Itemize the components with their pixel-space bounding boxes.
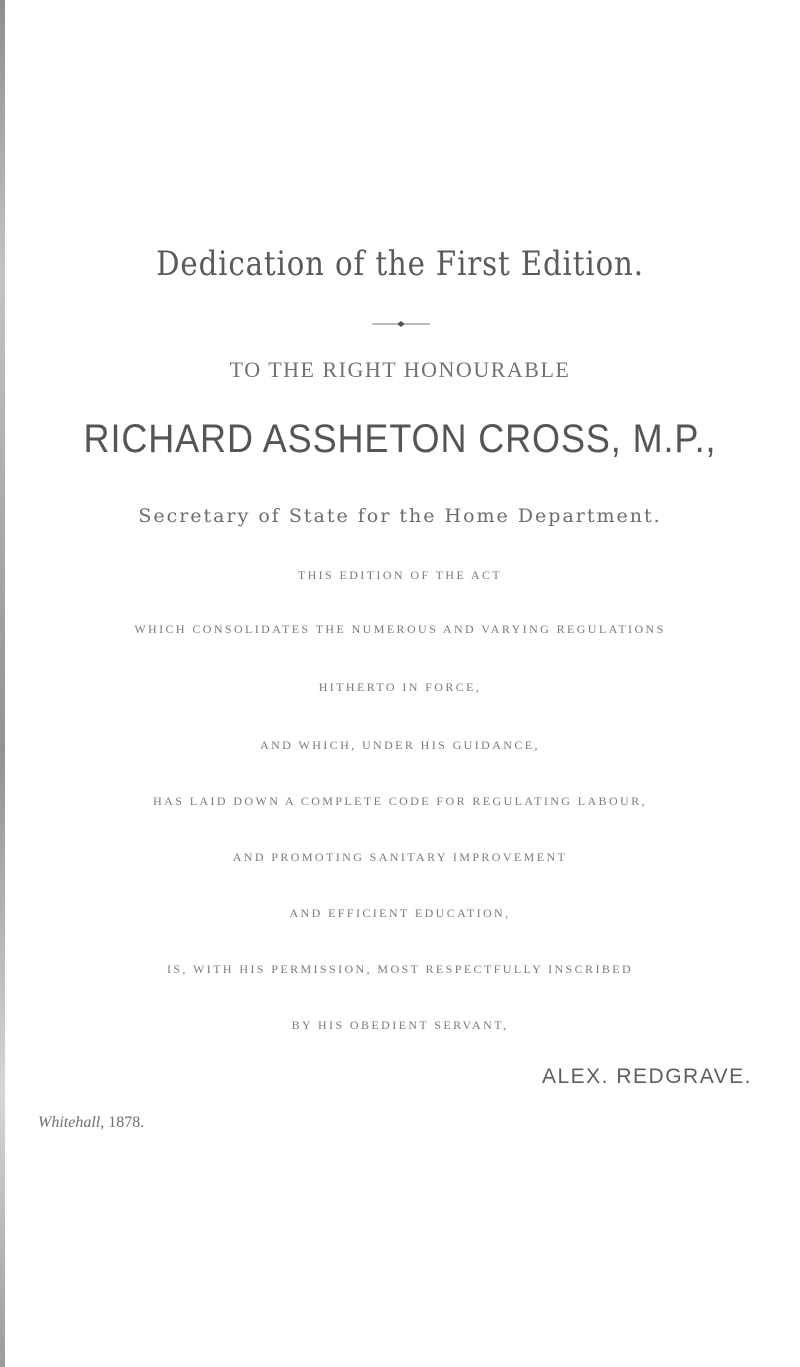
dedication-heading: Dedication of the First Edition. <box>156 244 644 284</box>
addressee-office: Secretary of State for the Home Department. <box>138 505 662 527</box>
dedication-text-line: AND EFFICIENT EDUCATION, <box>289 906 511 920</box>
place: Whitehall, <box>38 1114 105 1131</box>
dedication-text-line: BY HIS OBEDIENT SERVANT, <box>291 1018 509 1032</box>
author-signature: ALEX. REDGRAVE. <box>541 1065 752 1088</box>
dedication-text-line: AND PROMOTING SANITARY IMPROVEMENT <box>232 850 568 864</box>
diamond-rule-ornament-icon <box>372 321 430 327</box>
dedication-text-line: HITHERTO IN FORCE, <box>318 680 482 694</box>
dedication-text-line: WHICH CONSOLIDATES THE NUMEROUS AND VARYING REGULATIONS <box>134 622 666 636</box>
dedication-text-line: HAS LAID DOWN A COMPLETE CODE FOR REGULATING LABOUR, <box>153 794 647 808</box>
place-and-date <box>38 1114 144 1132</box>
addressee-name: RICHARD ASSHETON CROSS, M.P., <box>83 417 717 461</box>
dedication-text-line: IS, WITH HIS PERMISSION, MOST RESPECTFULLY INSCRIBED <box>166 962 634 976</box>
dedication-text-line: THIS EDITION OF THE ACT <box>297 568 503 582</box>
dedication-text-line: AND WHICH, UNDER HIS GUIDANCE, <box>260 738 540 752</box>
year: 1878. <box>108 1114 145 1131</box>
addressee-prefix: TO THE RIGHT HONOURABLE <box>229 357 571 382</box>
